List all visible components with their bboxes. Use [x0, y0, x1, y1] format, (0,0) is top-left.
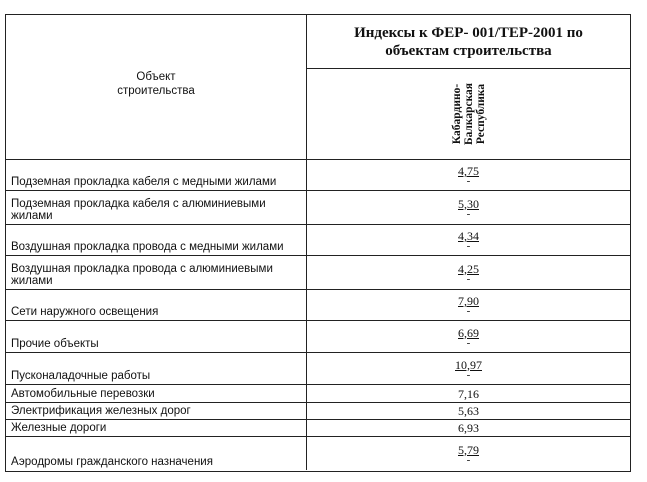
object-name: Железные дороги [11, 422, 107, 434]
index-table [5, 14, 631, 472]
table-row [6, 225, 630, 256]
table-row [6, 191, 630, 225]
table-row [6, 353, 630, 385]
table-row [6, 437, 630, 470]
index-dash: - [466, 336, 471, 349]
object-name: Пусконаладочные работы [11, 370, 151, 382]
object-name: Аэродромы гражданского назначения [11, 456, 213, 468]
index-value: 4,75 [458, 164, 479, 178]
index-value-cell [307, 403, 630, 419]
index-dash: - [466, 368, 471, 381]
index-value: 6,69 [458, 325, 479, 340]
index-value-cell [307, 256, 630, 289]
index-column-title [307, 15, 630, 69]
index-dash: - [466, 207, 471, 220]
object-name-cell [6, 290, 307, 320]
index-dash: - [466, 453, 471, 466]
index-value-cell [307, 160, 630, 190]
object-name-cell [6, 385, 307, 402]
table-row [6, 321, 630, 353]
index-dash: - [466, 175, 471, 187]
table-header [6, 15, 630, 160]
object-name-cell [6, 403, 307, 419]
index-value-cell [307, 290, 630, 320]
index-value-cell [307, 321, 630, 352]
object-name: Электрификация железных дорог [11, 405, 191, 417]
object-column-header [6, 15, 307, 159]
table-row [6, 403, 630, 420]
index-value: 10,97 [455, 357, 482, 372]
region-column-header [307, 69, 630, 159]
object-name: Сети наружного освещения [11, 306, 159, 318]
index-value: 7,16 [458, 386, 479, 401]
index-value: 4,34 [458, 229, 479, 243]
table-row [6, 256, 630, 290]
object-column-label: Объект строительства [117, 71, 195, 97]
index-value: 5,30 [458, 196, 479, 211]
table-body [6, 160, 630, 470]
object-name: Воздушная прокладка провода с алюминиевыми жилами [11, 263, 273, 287]
index-value: 7,90 [458, 294, 479, 308]
region-label: Кабардино-Балкарская Республика [450, 82, 487, 146]
object-name: Прочие объекты [11, 338, 99, 350]
index-dash: - [466, 305, 471, 317]
index-value-cell [307, 385, 630, 402]
index-value-cell [307, 420, 630, 436]
object-name: Подземная прокладка кабеля с медными жилами [11, 176, 277, 188]
index-value: 4,25 [458, 261, 479, 276]
index-dash: - [466, 272, 471, 285]
object-name: Воздушная прокладка провода с медными жилами [11, 241, 284, 253]
table-row [6, 385, 630, 403]
object-name-cell [6, 321, 307, 352]
table-row [6, 160, 630, 191]
index-value-cell [307, 353, 630, 384]
index-value-cell [307, 191, 630, 224]
index-title-text: Индексы к ФЕР- 001/ТЕР-2001 по объектам строительства [354, 24, 583, 59]
index-value: 5,63 [458, 404, 479, 418]
index-value-cell [307, 225, 630, 255]
object-name-cell [6, 191, 307, 224]
index-dash: - [466, 240, 471, 252]
object-name: Подземная прокладка кабеля с алюминиевыми жилами [11, 198, 266, 222]
object-name: Автомобильные перевозки [11, 388, 155, 400]
object-name-cell [6, 353, 307, 384]
object-name-cell [6, 420, 307, 436]
table-row [6, 420, 630, 437]
object-name-cell [6, 437, 307, 470]
index-value: 5,79 [458, 442, 479, 457]
object-name-cell [6, 160, 307, 190]
object-name-cell [6, 256, 307, 289]
index-value-cell [307, 437, 630, 470]
object-name-cell [6, 225, 307, 255]
table-row [6, 290, 630, 321]
index-value: 6,93 [458, 421, 479, 435]
